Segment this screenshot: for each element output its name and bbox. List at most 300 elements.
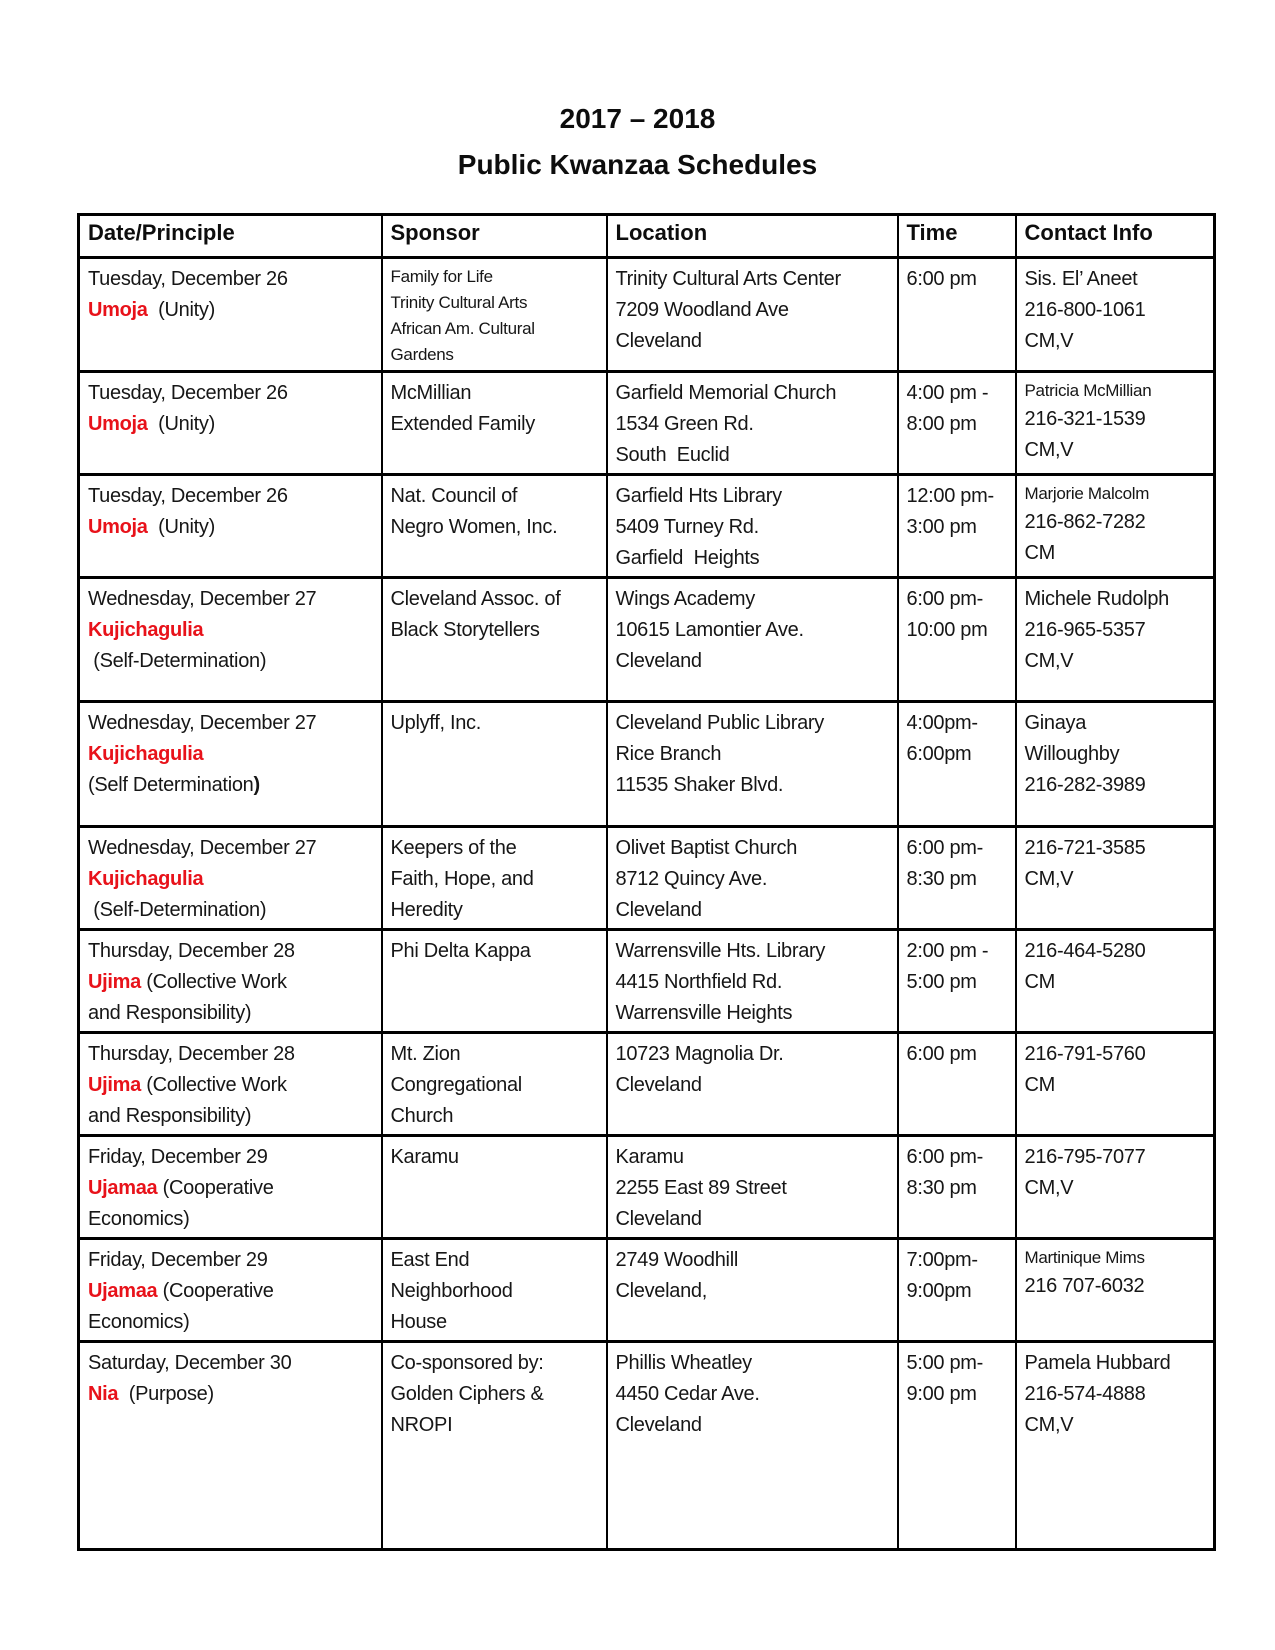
text-line [616, 1039, 889, 1070]
text-line [1025, 1245, 1206, 1271]
text-segment: (Unity) [147, 299, 215, 321]
text-line [1025, 1410, 1206, 1441]
cell-sponsor [382, 827, 607, 930]
text-line [1025, 770, 1206, 801]
cell-time [898, 827, 1016, 930]
text-line [391, 316, 598, 342]
cell-contact-info [1016, 258, 1215, 372]
document-title-subtitle: Public Kwanzaa Schedules [457, 149, 818, 180]
text-segment: (Self-Determination) [88, 899, 267, 921]
cell-sponsor [382, 475, 607, 578]
text-line [88, 1348, 373, 1379]
text-segment: NROPI [390, 1414, 453, 1436]
text-segment: 2749 Woodhill [615, 1249, 738, 1271]
text-segment: 4450 Cedar Ave. [615, 1383, 760, 1405]
text-segment: 5:00 pm- [906, 1352, 984, 1374]
text-segment: CM [1024, 971, 1056, 993]
text-segment: CM,V [1024, 868, 1074, 890]
text-segment: Rice Branch [615, 743, 722, 765]
text-segment: (Self-Determination) [88, 650, 267, 672]
text-line [616, 584, 889, 615]
text-line [907, 833, 1007, 864]
cell-location [607, 930, 898, 1033]
text-line [907, 936, 1007, 967]
table-row [79, 258, 1215, 372]
text-line [616, 326, 889, 357]
cell-time [898, 1342, 1016, 1550]
cell-contact-info [1016, 1342, 1215, 1550]
text-segment: Michele Rudolph [1024, 588, 1169, 610]
principle-name: Umoja [88, 516, 148, 538]
text-line [391, 1379, 598, 1410]
text-segment: Patricia McMillian [1024, 381, 1152, 400]
text-line [616, 615, 889, 646]
text-line [1025, 1348, 1206, 1379]
principle-name: Ujima [88, 971, 141, 993]
text-line [88, 512, 373, 543]
text-segment: McMillian [390, 382, 472, 404]
text-segment: 7209 Woodland Ave [615, 299, 789, 321]
table-body [79, 258, 1215, 1550]
text-segment: Phillis Wheatley [615, 1352, 752, 1374]
cell-date-principle [79, 827, 382, 930]
text-line [391, 1307, 598, 1338]
text-line [88, 615, 373, 646]
text-line [1025, 404, 1206, 435]
text-segment: (Cooperative [157, 1177, 274, 1199]
text-line [88, 409, 373, 440]
text-segment: 2255 East 89 Street [615, 1177, 787, 1199]
text-segment: 6:00 pm- [906, 837, 984, 859]
text-line [907, 378, 1007, 409]
column-header-location: Location [607, 215, 898, 258]
principle-name: Umoja [88, 299, 148, 321]
text-segment: Heredity [390, 899, 463, 921]
text-segment: 216-791-5760 [1024, 1043, 1146, 1065]
text-segment: Cleveland [615, 1414, 702, 1436]
cell-contact-info [1016, 1239, 1215, 1342]
text-segment: East End [390, 1249, 470, 1271]
text-line [1025, 936, 1206, 967]
text-segment: 10615 Lamontier Ave. [615, 619, 804, 641]
text-line [907, 1173, 1007, 1204]
cell-date-principle [79, 1033, 382, 1136]
text-segment: ) [253, 774, 260, 796]
cell-time [898, 1136, 1016, 1239]
text-line [1025, 507, 1206, 538]
text-segment: Wings Academy [615, 588, 755, 610]
text-line [616, 739, 889, 770]
text-line [88, 1101, 373, 1132]
text-line [88, 1142, 373, 1173]
text-line [616, 512, 889, 543]
text-line [907, 1142, 1007, 1173]
text-line [616, 708, 889, 739]
cell-sponsor [382, 1239, 607, 1342]
cell-contact-info [1016, 1136, 1215, 1239]
text-line [88, 864, 373, 895]
text-line [1025, 584, 1206, 615]
text-segment: 6:00 pm- [906, 588, 984, 610]
text-segment: Garfield Hts Library [615, 485, 782, 507]
cell-sponsor [382, 258, 607, 372]
text-segment: Olivet Baptist Church [615, 837, 798, 859]
text-segment: 4:00pm- [906, 712, 978, 734]
text-line [88, 739, 373, 770]
text-line [1025, 378, 1206, 404]
text-segment: 5409 Turney Rd. [615, 516, 759, 538]
text-segment: African Am. Cultural [390, 319, 535, 338]
text-line [616, 440, 889, 471]
text-line [88, 1307, 373, 1338]
text-segment: Cleveland, [615, 1280, 708, 1302]
text-line [1025, 1173, 1206, 1204]
text-line [907, 481, 1007, 512]
text-segment: 8:00 pm [906, 413, 977, 435]
cell-contact-info [1016, 1033, 1215, 1136]
text-line [1025, 435, 1206, 466]
text-segment: Thursday, December 28 [88, 940, 295, 962]
cell-contact-info [1016, 578, 1215, 702]
table-row [79, 827, 1215, 930]
text-line [391, 1410, 598, 1441]
cell-sponsor [382, 930, 607, 1033]
text-line [616, 1348, 889, 1379]
text-segment: (Self Determination [88, 774, 254, 796]
text-segment: 10723 Magnolia Dr. [615, 1043, 784, 1065]
text-line [616, 936, 889, 967]
text-segment: Wednesday, December 27 [88, 837, 317, 859]
text-segment: House [390, 1311, 447, 1333]
cell-date-principle [79, 475, 382, 578]
text-line [88, 1070, 373, 1101]
table-row [79, 372, 1215, 475]
text-segment: Tuesday, December 26 [88, 268, 288, 290]
table-row [79, 1342, 1215, 1550]
text-line [1025, 264, 1206, 295]
text-segment: Co-sponsored by: [390, 1352, 544, 1374]
text-line [616, 543, 889, 574]
text-line [1025, 739, 1206, 770]
cell-date-principle [79, 578, 382, 702]
principle-name: Kujichagulia [88, 619, 204, 641]
text-segment: Cleveland [615, 1208, 702, 1230]
text-segment: Faith, Hope, and [390, 868, 534, 890]
text-segment: CM,V [1024, 1177, 1074, 1199]
text-segment: Saturday, December 30 [88, 1352, 292, 1374]
text-line [391, 584, 598, 615]
text-line [1025, 1379, 1206, 1410]
cell-contact-info [1016, 930, 1215, 1033]
cell-location [607, 1342, 898, 1550]
text-segment: Cleveland [615, 330, 702, 352]
text-segment: Cleveland Public Library [615, 712, 824, 734]
text-line [1025, 481, 1206, 507]
text-line [616, 1410, 889, 1441]
text-line [88, 770, 373, 801]
text-line [88, 708, 373, 739]
text-line [391, 1101, 598, 1132]
text-segment: CM [1024, 1074, 1056, 1096]
text-segment: Warrensville Heights [615, 1002, 793, 1024]
text-line [616, 646, 889, 677]
cell-location [607, 702, 898, 827]
cell-time [898, 1033, 1016, 1136]
text-segment: Neighborhood [390, 1280, 513, 1302]
text-line [1025, 295, 1206, 326]
text-line [391, 1039, 598, 1070]
text-line [907, 1039, 1007, 1070]
text-line [616, 895, 889, 926]
text-segment: CM,V [1024, 330, 1074, 352]
cell-sponsor [382, 372, 607, 475]
text-segment: Extended Family [390, 413, 535, 435]
text-segment: 216-965-5357 [1024, 619, 1146, 641]
text-line [1025, 1271, 1206, 1302]
text-line [907, 1379, 1007, 1410]
cell-sponsor [382, 1033, 607, 1136]
text-segment: and Responsibility) [88, 1002, 252, 1024]
text-line [1025, 708, 1206, 739]
cell-time [898, 578, 1016, 702]
text-line [616, 998, 889, 1029]
text-line [391, 1276, 598, 1307]
text-segment: 8:30 pm [906, 868, 977, 890]
kwanzaa-schedule-table [77, 213, 1216, 1551]
text-segment: 6:00 pm [906, 268, 977, 290]
text-line [88, 936, 373, 967]
text-line [88, 1039, 373, 1070]
table-row [79, 578, 1215, 702]
text-segment: 7:00pm- [906, 1249, 978, 1271]
text-line [616, 864, 889, 895]
text-line [1025, 967, 1206, 998]
text-line [391, 708, 598, 739]
text-segment: and Responsibility) [88, 1105, 252, 1127]
text-line [88, 1379, 373, 1410]
text-segment: CM,V [1024, 650, 1074, 672]
text-segment: Willoughby [1024, 743, 1120, 765]
cell-date-principle [79, 702, 382, 827]
text-line [88, 1173, 373, 1204]
text-line [1025, 615, 1206, 646]
text-segment: (Purpose) [118, 1383, 214, 1405]
text-line [88, 967, 373, 998]
text-line [88, 295, 373, 326]
text-segment: 6:00 pm- [906, 1146, 984, 1168]
text-segment: Congregational [390, 1074, 522, 1096]
cell-contact-info [1016, 702, 1215, 827]
cell-location [607, 1239, 898, 1342]
text-segment: Friday, December 29 [88, 1249, 268, 1271]
text-segment: Martinique Mims [1024, 1248, 1145, 1267]
cell-location [607, 1033, 898, 1136]
text-line [391, 1245, 598, 1276]
cell-location [607, 1136, 898, 1239]
text-segment: Cleveland [615, 1074, 702, 1096]
text-segment: (Unity) [147, 516, 215, 538]
text-line [907, 512, 1007, 543]
text-line [616, 1142, 889, 1173]
text-line [616, 770, 889, 801]
column-header-contact-info: Contact Info [1016, 215, 1215, 258]
text-line [616, 1379, 889, 1410]
text-segment: Friday, December 29 [88, 1146, 268, 1168]
text-line [88, 646, 373, 677]
principle-name: Kujichagulia [88, 868, 204, 890]
document-title [0, 96, 1275, 188]
text-line [391, 1142, 598, 1173]
text-line [391, 615, 598, 646]
text-segment: Economics) [88, 1208, 190, 1230]
text-segment: 11535 Shaker Blvd. [615, 774, 784, 796]
text-segment: 12:00 pm- [906, 485, 994, 507]
text-segment: Cleveland [615, 650, 702, 672]
text-line [391, 290, 598, 316]
principle-name: Nia [88, 1383, 119, 1405]
cell-time [898, 372, 1016, 475]
text-line [391, 409, 598, 440]
text-segment: 5:00 pm [906, 971, 977, 993]
text-line [1025, 326, 1206, 357]
text-line [391, 1348, 598, 1379]
text-segment: Karamu [390, 1146, 459, 1168]
text-line [391, 833, 598, 864]
text-segment: Tuesday, December 26 [88, 485, 288, 507]
text-segment: 216-795-7077 [1024, 1146, 1146, 1168]
text-segment: 6:00 pm [906, 1043, 977, 1065]
cell-time [898, 475, 1016, 578]
text-line [907, 739, 1007, 770]
table-row [79, 1033, 1215, 1136]
text-line [1025, 864, 1206, 895]
text-line [88, 481, 373, 512]
text-line [907, 967, 1007, 998]
text-line [907, 409, 1007, 440]
cell-contact-info [1016, 372, 1215, 475]
text-segment: Marjorie Malcolm [1024, 484, 1150, 503]
table-row [79, 1136, 1215, 1239]
text-line [1025, 1039, 1206, 1070]
text-line [1025, 1142, 1206, 1173]
text-segment: Pamela Hubbard [1024, 1352, 1171, 1374]
text-segment: 4415 Northfield Rd. [615, 971, 783, 993]
text-line [391, 481, 598, 512]
text-line [616, 1070, 889, 1101]
text-segment: 216-574-4888 [1024, 1383, 1146, 1405]
text-segment: 216-800-1061 [1024, 299, 1146, 321]
text-segment: Trinity Cultural Arts Center [615, 268, 841, 290]
text-segment: 216 707-6032 [1024, 1275, 1145, 1297]
text-segment: 9:00 pm [906, 1383, 977, 1405]
text-segment: 2:00 pm - [906, 940, 989, 962]
text-segment: CM,V [1024, 439, 1074, 461]
text-segment: Warrensville Hts. Library [615, 940, 826, 962]
text-segment: (Collective Work [140, 1074, 287, 1096]
text-segment: 216-321-1539 [1024, 408, 1146, 430]
text-segment: 6:00pm [906, 743, 972, 765]
cell-date-principle [79, 372, 382, 475]
text-segment: Uplyff, Inc. [390, 712, 482, 734]
table-row [79, 1239, 1215, 1342]
cell-time [898, 702, 1016, 827]
text-line [907, 708, 1007, 739]
text-segment: 1534 Green Rd. [615, 413, 754, 435]
table-row [79, 702, 1215, 827]
cell-contact-info [1016, 475, 1215, 578]
principle-name: Kujichagulia [88, 743, 204, 765]
text-line [616, 481, 889, 512]
text-segment: Wednesday, December 27 [88, 588, 317, 610]
table-header-row [79, 215, 1215, 258]
column-header-sponsor: Sponsor [382, 215, 607, 258]
text-line [88, 378, 373, 409]
text-line [88, 1204, 373, 1235]
text-line [616, 967, 889, 998]
cell-date-principle [79, 1136, 382, 1239]
cell-time [898, 1239, 1016, 1342]
text-line [907, 864, 1007, 895]
text-line [616, 1245, 889, 1276]
text-segment: Garfield Memorial Church [615, 382, 837, 404]
cell-location [607, 475, 898, 578]
text-segment: Sis. El’ Aneet [1024, 268, 1138, 290]
text-line [907, 1276, 1007, 1307]
text-segment: Thursday, December 28 [88, 1043, 295, 1065]
column-header-date-principle: Date/Principle [79, 215, 382, 258]
text-segment: Economics) [88, 1311, 190, 1333]
principle-name: Ujamaa [88, 1280, 158, 1302]
table-row [79, 475, 1215, 578]
text-segment: Gardens [390, 345, 454, 364]
text-line [88, 998, 373, 1029]
text-line [88, 1276, 373, 1307]
text-segment: CM [1024, 542, 1056, 564]
table-row [79, 930, 1215, 1033]
text-line [907, 1245, 1007, 1276]
text-segment: (Unity) [147, 413, 215, 435]
column-header-time: Time [898, 215, 1016, 258]
text-segment: Keepers of the [390, 837, 517, 859]
text-line [616, 295, 889, 326]
text-line [391, 895, 598, 926]
text-line [907, 615, 1007, 646]
text-segment: Garfield Heights [615, 547, 760, 569]
text-segment: 10:00 pm [906, 619, 988, 641]
text-line [391, 264, 598, 290]
document-title-years: 2017 – 2018 [559, 103, 716, 134]
cell-date-principle [79, 1342, 382, 1550]
text-segment: Tuesday, December 26 [88, 382, 288, 404]
text-line [88, 1245, 373, 1276]
text-line [907, 1348, 1007, 1379]
text-line [907, 264, 1007, 295]
text-segment: Black Storytellers [390, 619, 540, 641]
text-segment: Karamu [615, 1146, 684, 1168]
text-line [616, 378, 889, 409]
text-segment: Cleveland [615, 899, 702, 921]
text-line [616, 409, 889, 440]
cell-location [607, 258, 898, 372]
text-segment: 216-862-7282 [1024, 511, 1146, 533]
text-line [88, 264, 373, 295]
text-segment: Wednesday, December 27 [88, 712, 317, 734]
text-segment: 216-721-3585 [1024, 837, 1146, 859]
principle-name: Ujamaa [88, 1177, 158, 1199]
principle-name: Umoja [88, 413, 148, 435]
cell-date-principle [79, 1239, 382, 1342]
text-line [1025, 833, 1206, 864]
